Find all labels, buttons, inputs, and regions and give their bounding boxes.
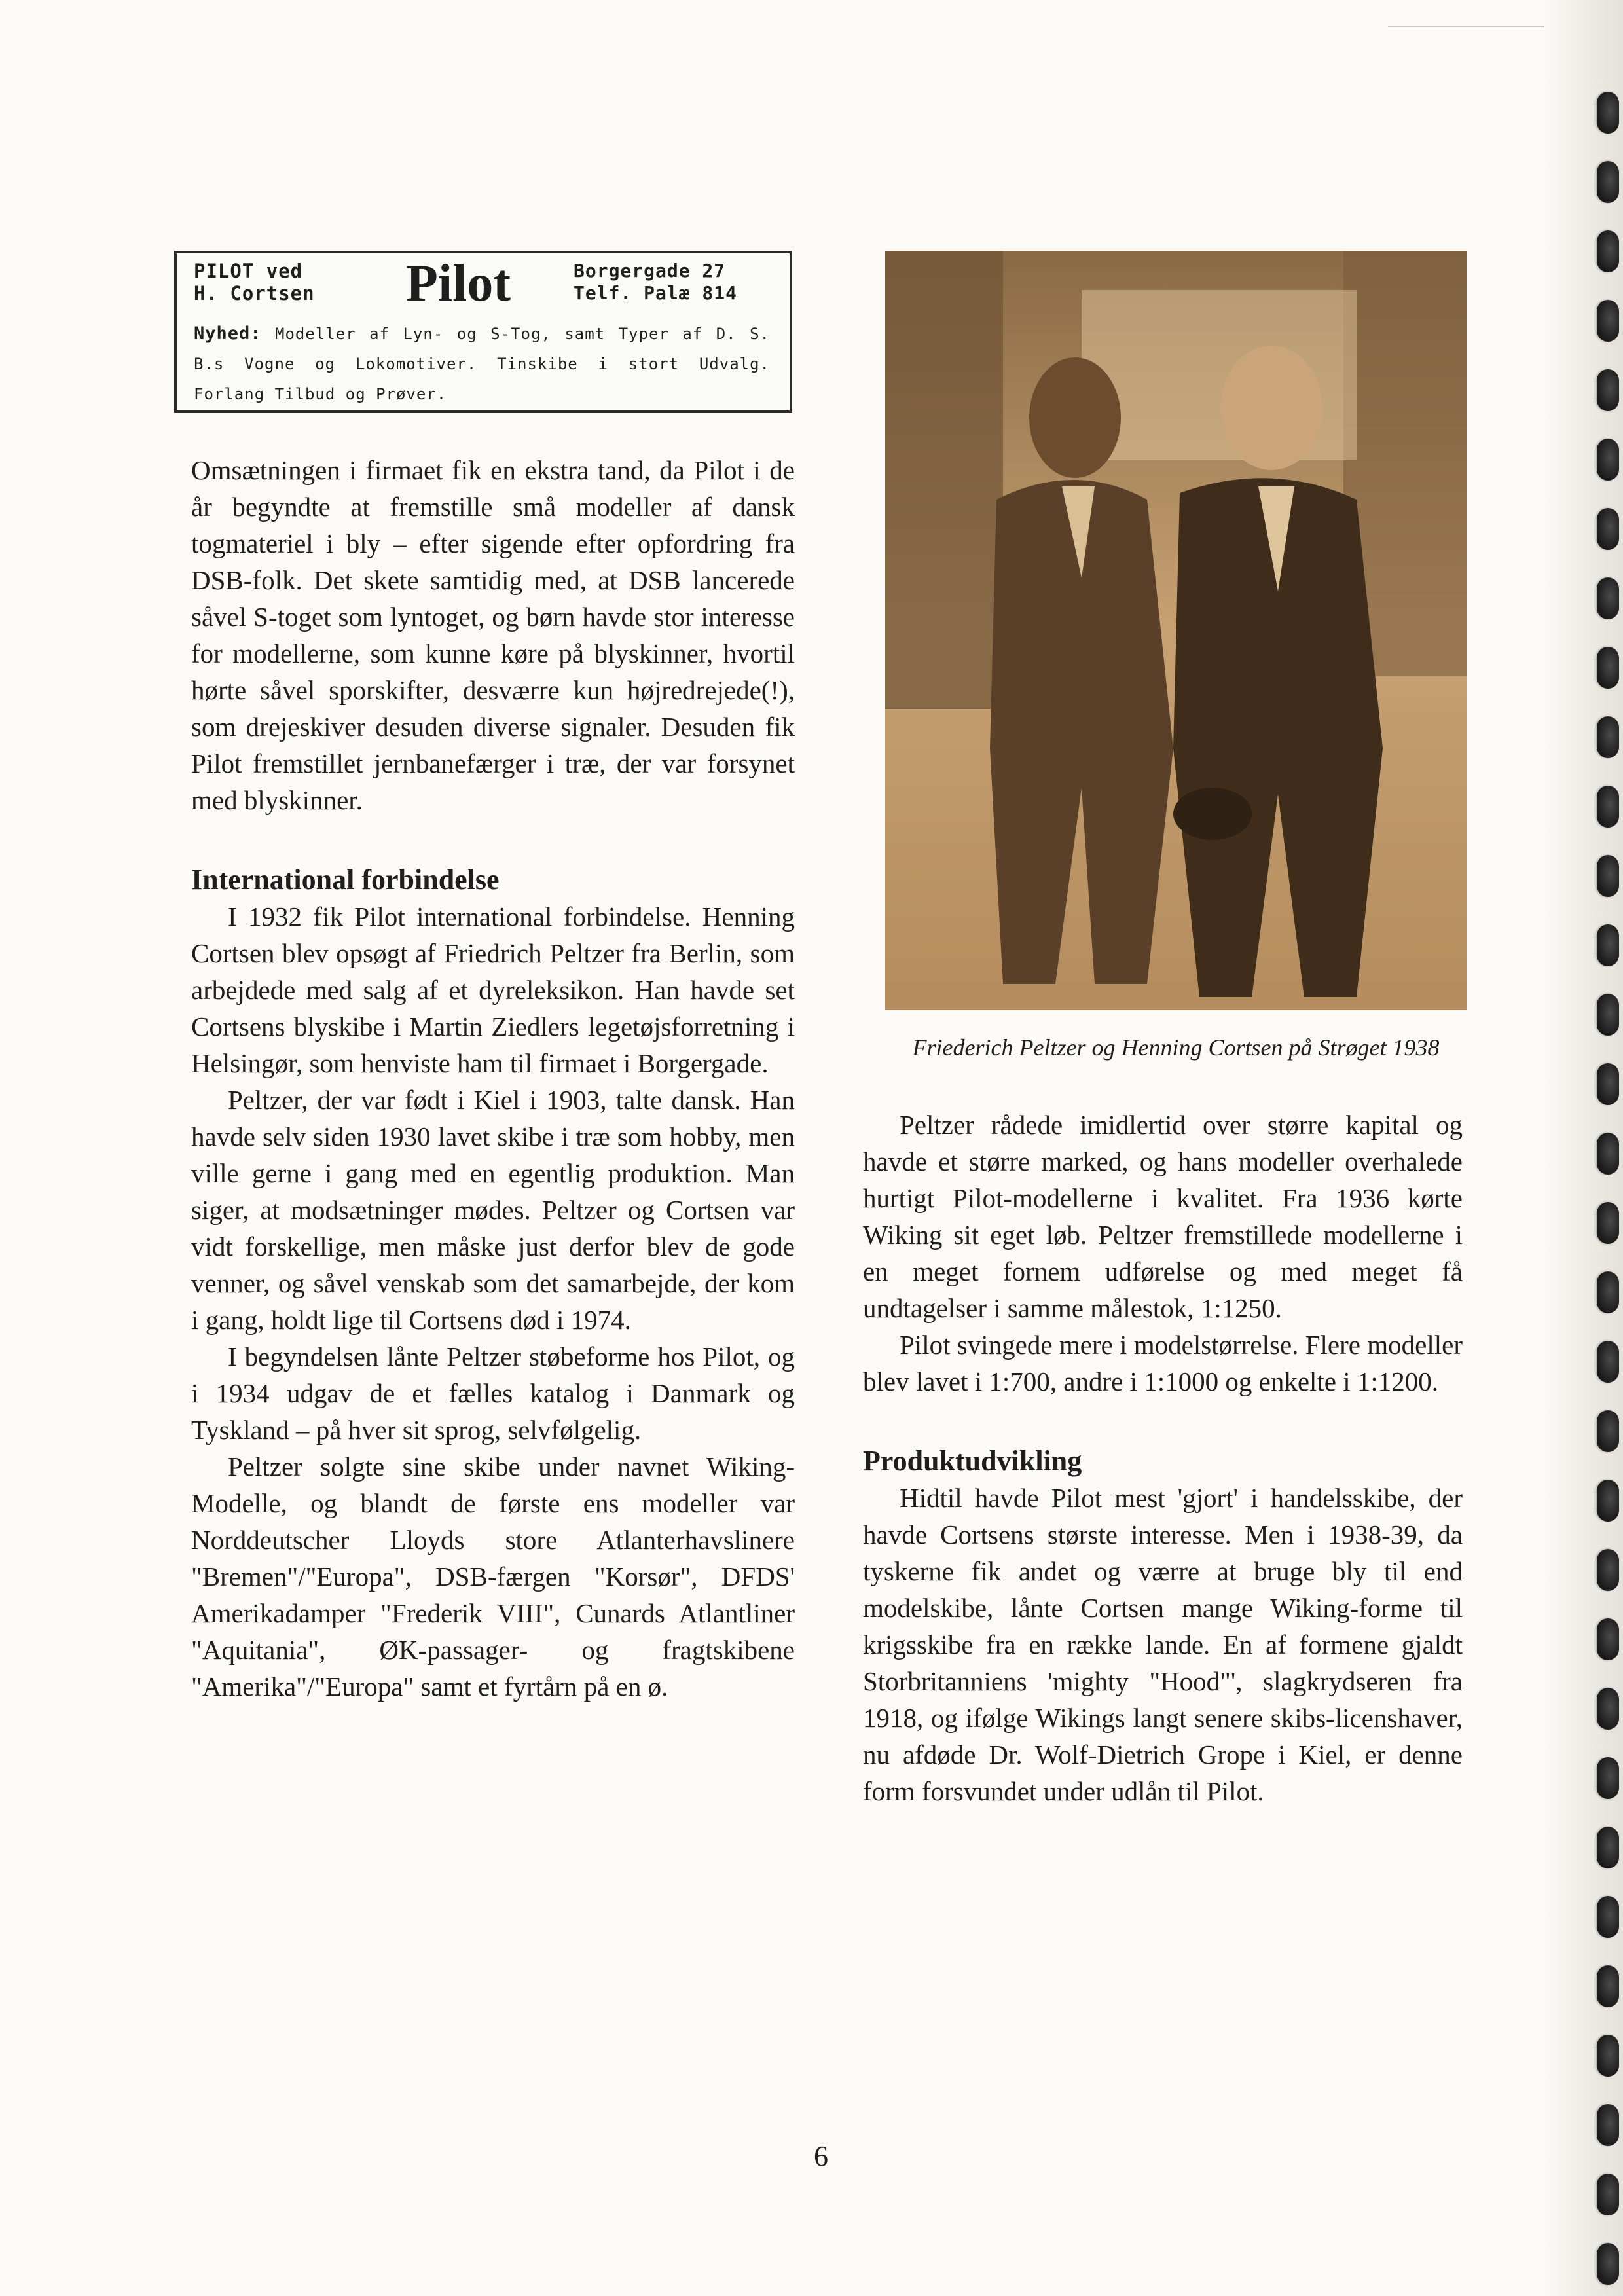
binding-hole — [1597, 577, 1619, 619]
paragraph: Peltzer, der var født i Kiel i 1903, talte dansk. Han havde selv siden 1930 lavet skibe i træ som hobby, men ville gerne i gang med en egentlig produktion. Man siger, at modsætninger mødes. Peltzer og Cortsen var vidt forskellige, men måske just derfor blev de gode venner, og såvel venskab som det samarbejde, der kom i gang, holdt lige til Cortsens død i 1974. — [191, 1085, 795, 1335]
ad-left-line1: PILOT ved — [194, 260, 303, 282]
paragraph: Peltzer rådede imidlertid over større kapital og havde et større marked, og hans modeller overhalede hurtigt Pilot-modellerne i kvalitet. Fra 1936 kørte Wiking sit eget løb. Peltzer fremstillede modellerne i en meget fornem udførelse og med meget få undtagelser i samme målestok, 1:1250. — [863, 1110, 1463, 1323]
binding-hole — [1597, 1965, 1619, 2007]
section-heading-produktudvikling: Produktudvikling — [863, 1445, 1082, 1477]
binding-hole — [1597, 647, 1619, 689]
binding-hole — [1597, 2104, 1619, 2146]
binding-hole — [1597, 2174, 1619, 2215]
binding-hole — [1597, 1410, 1619, 1452]
binding-hole — [1597, 92, 1619, 134]
paragraph: Pilot svingede mere i modelstørrelse. Flere modeller blev lavet i 1:700, andre i 1:1000 og enkelte i 1:1200. — [863, 1330, 1463, 1396]
binding-hole — [1597, 1202, 1619, 1244]
binding-hole — [1597, 786, 1619, 828]
binding-hole — [1597, 1618, 1619, 1660]
binding-hole — [1597, 1271, 1619, 1313]
binding-hole — [1597, 1063, 1619, 1105]
binding-hole — [1597, 369, 1619, 411]
photo-caption: Friederich Peltzer og Henning Cortsen på Strøget 1938 — [912, 1034, 1440, 1061]
intro-paragraph: Omsætningen i firmaet fik en ekstra tand, da Pilot i de år begyndte at fremstille små modeller af dansk togmateriel i bly – efter sigende efter opfordring fra DSB-folk. Det skete samtidig med, at DSB lancerede såvel S-toget som lyntoget, og børn havde stor interesse for modellerne, som kunne køre på blyskinner, hvortil hørte såvel sporskifter, desværre kun højredrejede(!), som drejeskiver desuden diverse signaler. Desuden fik Pilot fremstillet jernbanefærger i træ, der var forsynet med blyskinner. — [191, 455, 795, 815]
binding-hole — [1597, 1133, 1619, 1175]
ad-left-line2: H. Cortsen — [194, 282, 315, 304]
left-column — [191, 452, 795, 1705]
binding-hole — [1597, 439, 1619, 481]
ad-brand: Pilot — [406, 255, 511, 312]
binding-hole — [1597, 1896, 1619, 1938]
ad-left-text — [194, 260, 315, 304]
right-column — [863, 1106, 1463, 1810]
binding-hole — [1597, 1688, 1619, 1730]
binding-hole — [1597, 855, 1619, 897]
ad-body-text: Modeller af Lyn- og S-Tog, samt Typer af D. S. B.s Vogne og Lokomotiver. Tinskibe i stort Udvalg. Forlang Tilbud og Prøver. — [194, 325, 770, 403]
paragraph: I begyndelsen lånte Peltzer støbeforme hos Pilot, og i 1934 udgav de et fælles katalog i Danmark og Tyskland – på hver sit sprog, selvfølgelig. — [191, 1341, 795, 1445]
ad-right-text — [574, 260, 737, 304]
ad-phone: Telf. Palæ 814 — [574, 282, 738, 304]
binding-hole — [1597, 924, 1619, 966]
binding-hole — [1597, 1480, 1619, 1522]
binding-hole — [1597, 300, 1619, 342]
binding-hole — [1597, 2035, 1619, 2077]
ad-body-label: Nyhed: — [194, 323, 262, 344]
paragraph: Hidtil havde Pilot mest 'gjort' i handelsskibe, der havde Cortsens største interesse. Men i 1938-39, da tyskerne fik andet og værre at bruge bly til end modelskibe, lånte Cortsen mange Wiking-forme til krigsskibe fra en række lande. En af formene gjaldt Storbritanniens 'mighty "Hood"', slagkrydseren fra 1918, og ifølge Wikings langt senere skibs-licenshaver, nu afdøde Dr. Wolf-Dietrich Grope i Kiel, er denne form forsvundet under udlån til Pilot. — [863, 1483, 1463, 1806]
binding-hole — [1597, 716, 1619, 758]
binding-hole — [1597, 161, 1619, 203]
historical-photo — [885, 251, 1467, 1010]
binding-hole — [1597, 508, 1619, 550]
page-number: 6 — [814, 2140, 828, 2172]
binding-hole — [1597, 1341, 1619, 1383]
binding-hole — [1597, 1757, 1619, 1799]
section-heading-international: International forbindelse — [191, 864, 500, 896]
paragraph: I 1932 fik Pilot international forbindelse. Henning Cortsen blev opsøgt af Friedrich Peltzer fra Berlin, som arbejdede med salg af et dyreleksikon. Han havde set Cortsens blyskibe i Martin Ziedlers legetøjsforretning i Helsingør, som henviste ham til firmaet i Borgergade. — [191, 902, 795, 1078]
pilot-advertisement — [174, 251, 792, 413]
ad-address: Borgergade 27 — [574, 260, 726, 282]
binding-hole — [1597, 2243, 1619, 2285]
binding-hole — [1597, 1549, 1619, 1591]
spiral-binding — [1544, 0, 1623, 2296]
binding-hole — [1597, 994, 1619, 1036]
paragraph: Peltzer solgte sine skibe under navnet Wiking-Modelle, og blandt de første ens modeller var Norddeutscher Lloyds store Atlanterhavslinere "Bremen"/"Europa", DSB-færgen "Korsør", DFDS' Amerikadamper "Frederik VIII", Cunards Atlantliner "Aquitania", ØK-passager- og fragtskibene "Amerika"/"Europa" samt et fyrtårn på en ø. — [191, 1451, 795, 1702]
photo-illustration — [885, 251, 1467, 1010]
binding-hole — [1597, 230, 1619, 272]
binding-hole — [1597, 1827, 1619, 1868]
ad-body — [194, 319, 770, 409]
